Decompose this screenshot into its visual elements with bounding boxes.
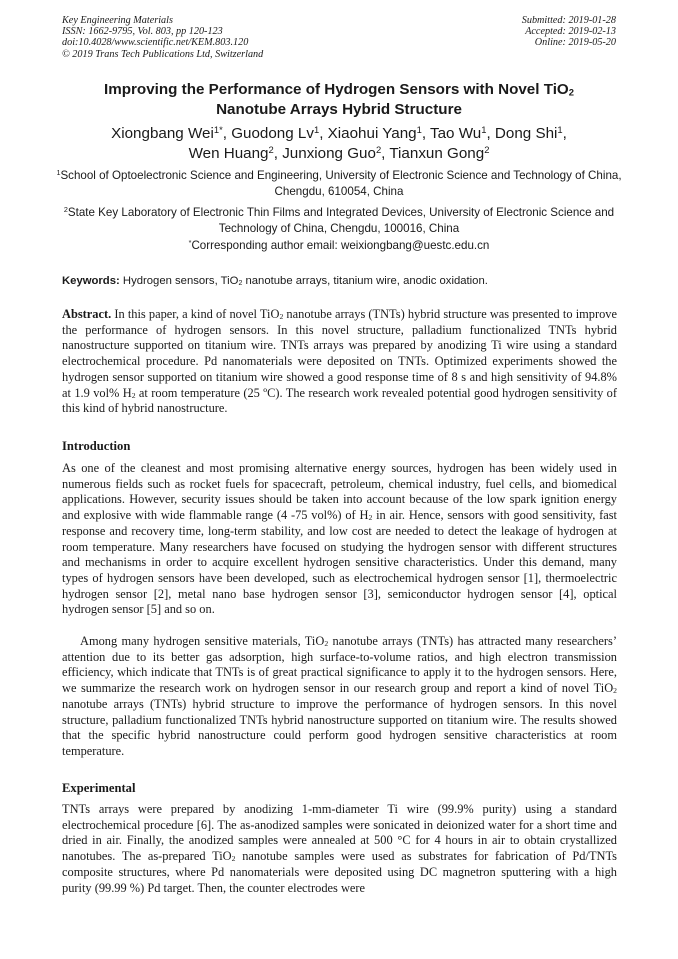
introduction-paragraph-2: Among many hydrogen sensitive materials, TiO$_2$ nanotube arrays (TNTs) has attracted many researchers’ attention due to its better gas adsorption, high surface-to-volume ratios, and high electron transmission efficiency, which indicate that TNTs is of great practical significance to apply it to the hydrogen sensors. Here, we summarize the research work on hydrogen sensor in our research group and report a kind of novel TiO$_2$ nanotube arrays (TNTs) hybrid structure to improve the performance of hydrogen sensors. In this novel structure, palladium functionalized TNTs hybrid nanostructure supported on titanium wire. The results showed that the specific hybrid nanostructure could perform good hydrogen sensitive characteristics at room temperature. bbox=[62, 634, 618, 758]
abstract: Abstract. In this paper, a kind of novel TiO$_2$ nanotube arrays (TNTs) hybrid structure was presented to improve the performance of hydrogen sensors. In this novel structure, palladium functionalized TNTs hybrid nanostructure supported on titanium wire. TNTs arrays was prepared by anodizing Ti wire using a standard electrochemical procedure. Pd nanomaterials were deposited on TNTs. Optimized experiments showed the hydrogen sensor supported on titanium wire showed a good response time of 8 s and high sensitivity of 94.8% at 1.9 vol% $H_2$ at room temperature (25 ºC). The research work revealed potential good hydrogen sensitivity of this kind of hybrid nanostructure. bbox=[62, 307, 618, 416]
accepted-date: Accepted: 2019-02-13 bbox=[525, 26, 616, 38]
submitted-date: Submitted: 2019-01-28 bbox=[521, 15, 616, 26]
title-part2: Nanotube Arrays Hybrid Structure bbox=[216, 100, 462, 118]
keywords: Keywords: Hydrogen sensors, TiO$_2$ nanotube arrays, titanium wire, anodic oxidation. bbox=[62, 275, 488, 288]
author: Xiongbang Wei$^{1*}$, bbox=[111, 123, 232, 142]
copyright-line: © 2019 Trans Tech Publications Ltd, Switzerland bbox=[62, 48, 264, 60]
paper-title bbox=[40, 80, 638, 119]
author: Tianxun Gong$^2$ bbox=[389, 143, 490, 162]
affiliation-1: $^1$School of Optoelectronic Science and Engineering, University of Electronic Science and Technology of China, Chengdu, 610054, China bbox=[56, 168, 622, 198]
title-part1: Improving the Performance of Hydrogen Sensors with Novel TiO bbox=[104, 81, 569, 98]
corresponding-author: *Corresponding author email: weixiongbang@uestc.edu.cn bbox=[188, 238, 490, 252]
author: Wen Huang$^2$, bbox=[188, 143, 283, 162]
author: Tao Wu$^1$, bbox=[430, 123, 495, 142]
keywords-label: Keywords: bbox=[62, 275, 120, 287]
title-subscript: 2 bbox=[568, 86, 574, 98]
author: Junxiong Guo$^2$, bbox=[282, 143, 390, 162]
introduction-paragraph-1: As one of the cleanest and most promising alternative energy sources, hydrogen has been widely used in numerous fields such as rocket fuels for spacecraft, petroleum, chemical industry, fuel cells, and biomedical applications. However, security issues should be taken into account because of the low spark ignition energy and explosive with wide flammable range (4 -75 vol%) of $H_2$ in air. Hence, sensors with good sensitivity, fast response and recovery time, long-term stability, and low cost are needed to detect the leakage of hydrogen at room temperature. Many researchers have focused on studying the hydrogen sensor with different structures and mechanisms in order to acquire excellent hydrogen sensitive characteristics. Under this demand, many types of hydrogen sensors have been developed, such as electrochemical hydrogen sensor [1], thermoelectric hydrogen sensor [2], metal nano base hydrogen sensor [3], semiconductor hydrogen sensor [4], optical hydrogen sensor [5] and so on. bbox=[62, 461, 617, 617]
journal-header-left bbox=[62, 15, 263, 60]
doi-line[interactable]: doi:10.4028/www.scientific.net/KEM.803.120 bbox=[62, 37, 249, 49]
author: Guodong Lv$^1$, bbox=[231, 123, 328, 142]
journal-header-right bbox=[522, 15, 616, 49]
section-heading-experimental: Experimental bbox=[62, 781, 136, 795]
online-date: Online: 2019-05-20 bbox=[534, 37, 616, 49]
abstract-label: Abstract. bbox=[62, 307, 112, 321]
affiliation-2: $^2$State Key Laboratory of Electronic Thin Films and Integrated Devices, University of Electronic Science and Technology of China, Chengdu, 100016, China bbox=[63, 205, 615, 235]
experimental-paragraph: TNTs arrays were prepared by anodizing 1-mm-diameter Ti wire (99.9% purity) using a standard electrochemical procedure [6]. The as-anodized samples were sonicated in deionized water for a short time and dried in air. Finally, the anodized samples were annealed at 500 °C for 4 hours in air to obtain crystallized nanotubes. The as-prepared TiO$_2$ nanotube samples were used as substrates for fabrication of Pd/TNTs composite structures, where Pd nanomaterials were deposited using DC magnetron sputtering with a high purity (99.99 %) Pd target. Then, the counter electrodes were bbox=[62, 802, 617, 895]
corresponding-email[interactable]: Corresponding author email: weixiongbang@uestc.edu.cn bbox=[191, 239, 490, 252]
journal-name: Key Engineering Materials bbox=[62, 15, 173, 26]
section-heading-introduction: Introduction bbox=[62, 439, 131, 453]
issn-line: ISSN: 1662-9795, Vol. 803, pp 120-123 bbox=[62, 26, 223, 38]
author: Dong Shi$^1$, bbox=[494, 123, 567, 142]
author-list bbox=[40, 124, 638, 164]
author: Xiaohui Yang$^1$, bbox=[327, 123, 431, 142]
